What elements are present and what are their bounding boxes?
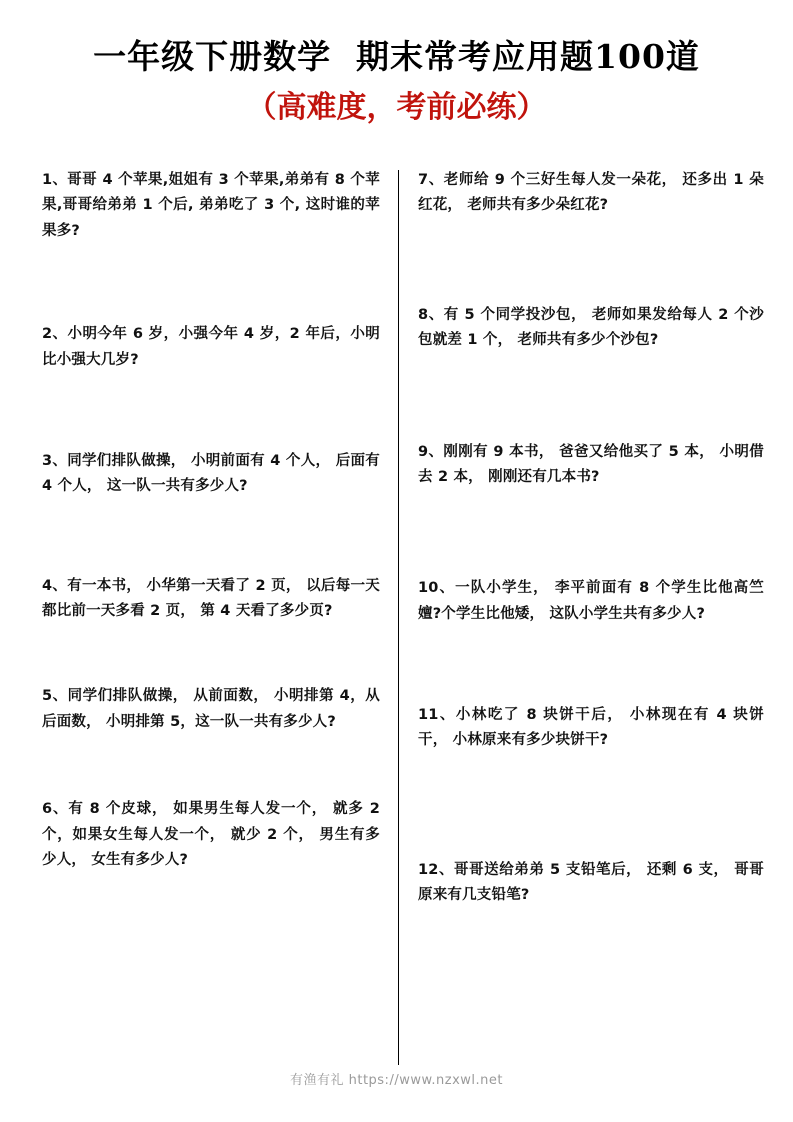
title-block	[0, 0, 793, 130]
question-item: 1、哥哥 4 个苹果,姐姐有 3 个苹果,弟弟有 8 个苹果,哥哥给弟弟 1 个后, 弟弟吃了 3 个, 这时谁的苹果多?	[42, 172, 380, 239]
question-columns	[0, 168, 793, 1068]
question-item: 5、同学们排队做操， 从前面数， 小明排第 4，从后面数， 小明排第 5，这一队一共有多少人?	[42, 688, 380, 730]
footer-watermark: 有渔有礼 https://www.nzxwl.net	[289, 1073, 504, 1088]
question-item: 3、同学们排队做操， 小明前面有 4 个人， 后面有 4 个人， 这一队一共有多少人?	[42, 452, 380, 495]
question-item: 7、老师给 9 个三好生每人发一朵花， 还多出 1 朵红花， 老师共有多少朵红花?	[418, 172, 764, 214]
question-item: 11、小林吃了 8 块饼干后， 小林现在有 4 块饼干， 小林原来有多少块饼干?	[418, 707, 764, 749]
question-item: 4、有一本书， 小华第一天看了 2 页， 以后每一天都比前一天多看 2 页， 第 4 天看了多少页?	[42, 577, 380, 619]
question-item: 2、小明今年 6 岁，小强今年 4 岁，2 年后，小明比小强大几岁?	[42, 326, 380, 368]
page-title: 一年级下册数学 期末常考应用题100道	[93, 37, 700, 76]
question-item: 6、有 8 个皮球， 如果男生每人发一个， 就多 2 个，如果女生每人发一个， 就少 2 个， 男生有多少人， 女生有多少人?	[42, 801, 380, 868]
question-item: 10、一队小学生， 李平前面有 8 个学生比他高竺嬗?个学生比他矮， 这队小学生共有多少人?	[418, 580, 764, 622]
question-item: 8、有 5 个同学投沙包， 老师如果发给每人 2 个沙包就差 1 个， 老师共有多少个沙包?	[418, 306, 764, 349]
left-column	[0, 168, 396, 1068]
right-column	[396, 168, 792, 1068]
question-item: 9、刚刚有 9 本书， 爸爸又给他买了 5 本， 小明借去 2 本， 刚刚还有几本书?	[418, 443, 764, 485]
question-item: 12、哥哥送给弟弟 5 支铅笔后， 还剩 6 支， 哥哥原来有几支铅笔?	[418, 861, 764, 904]
page-subtitle: （高难度，考前必练）	[246, 89, 547, 125]
